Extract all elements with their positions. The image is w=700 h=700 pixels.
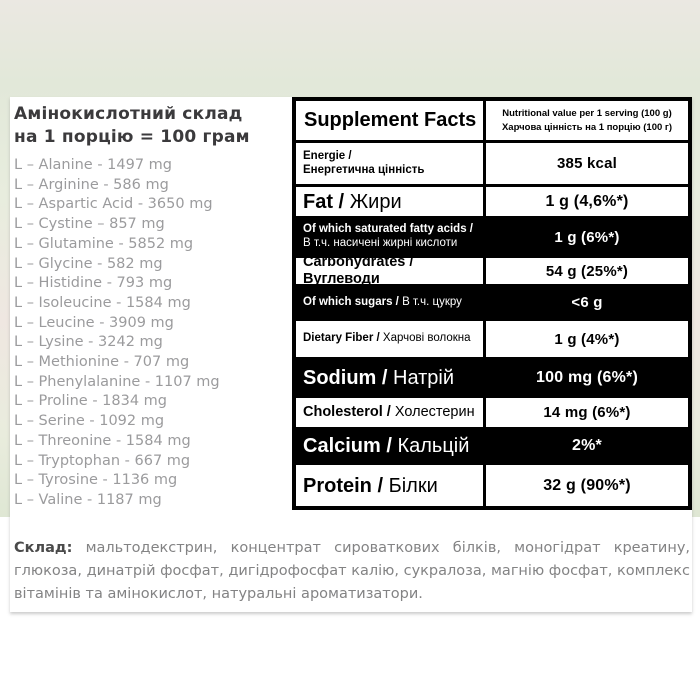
facts-row-label: Carbohydrates / Вуглеводи — [296, 258, 486, 284]
facts-serving-note-uk: Харчова цінність на 1 порцію (100 г) — [501, 121, 673, 133]
facts-row-value: 1 g (4,6%*) — [545, 192, 629, 210]
facts-row-value: 32 g (90%*) — [543, 476, 631, 494]
facts-row-label: Calcium / Кальцій — [296, 430, 486, 462]
amino-acid-item: L – Cystine – 857 mg — [14, 216, 165, 233]
amino-acid-item: L – Leucine - 3909 mg — [14, 314, 174, 331]
amino-acid-item: L – Phenylalanine - 1107 mg — [14, 373, 220, 390]
amino-acid-item: L – Tyrosine - 1136 mg — [14, 472, 178, 489]
composition-label: Склад: — [14, 540, 73, 556]
amino-title-line2: на 1 порцію = 100 грам — [14, 127, 250, 147]
amino-acid-item: L – Isoleucine - 1584 mg — [14, 294, 191, 311]
amino-acid-list — [14, 156, 290, 511]
facts-row-label: Cholesterol / Холестерин — [296, 398, 486, 427]
facts-row — [296, 219, 688, 255]
facts-row — [296, 360, 688, 395]
amino-acid-item: L – Histidine - 793 mg — [14, 275, 173, 292]
supplement-facts-table — [292, 97, 692, 510]
facts-row-value: 54 g (25%*) — [545, 262, 629, 280]
facts-row — [296, 143, 688, 184]
amino-acid-item: L – Arginine - 586 mg — [14, 176, 169, 193]
amino-title-line1: Амінокислотний склад — [14, 104, 243, 124]
amino-acid-item: L – Alanine - 1497 mg — [14, 157, 172, 173]
facts-row-label: Dietary Fiber / Харчові волокна — [296, 321, 486, 357]
facts-row — [296, 287, 688, 318]
facts-row-value: 1 g (4%*) — [554, 330, 620, 348]
facts-serving-note — [486, 101, 688, 140]
facts-serving-note-en: Nutritional value per 1 serving (100 g) — [502, 107, 672, 119]
facts-row-value: <6 g — [571, 294, 603, 311]
composition-body: мальтодекстрин, концентрат сироваткових білків, моногідрат креатину, глюкоза, динатрій фосфат, дигідрофосфат калію, сукралоза, магнію фосфат, комплекс вітамінів та амінокислот, натуральні ароматизатори. — [14, 540, 691, 602]
facts-row — [296, 253, 688, 287]
amino-acid-panel — [14, 103, 290, 511]
facts-row-value: 100 mg (6%*) — [536, 368, 638, 386]
amino-acid-item: L – Methionine - 707 mg — [14, 354, 190, 371]
facts-row-label: Sodium / Натрій — [296, 360, 486, 395]
amino-acid-item: L – Aspartic Acid - 3650 mg — [14, 196, 213, 213]
facts-row — [296, 465, 688, 506]
amino-acid-item: L – Tryptophan - 667 mg — [14, 452, 191, 469]
facts-row — [296, 430, 688, 462]
amino-acid-item: L – Glutamine - 5852 mg — [14, 235, 194, 252]
facts-row-label: Fat / Жири — [296, 187, 486, 216]
facts-row-value: 14 mg (6%*) — [543, 404, 631, 421]
amino-acid-item: L – Proline - 1834 mg — [14, 393, 168, 410]
facts-row-value: 1 g (6%*) — [554, 228, 620, 246]
facts-title: Supplement Facts — [296, 101, 486, 140]
facts-row-value: 2%* — [572, 437, 602, 454]
facts-row-label: Of which sugars / В т.ч. цукру — [296, 287, 486, 318]
facts-row-label: Energie / Енергетична цінність — [296, 143, 486, 184]
facts-row — [296, 187, 688, 216]
facts-row — [296, 321, 688, 357]
amino-acid-item: L – Valine - 1187 mg — [14, 491, 162, 508]
facts-row-label: Of which saturated fatty acids / В т.ч. насичені жирні кислоти — [296, 219, 486, 255]
facts-row-label: Protein / Білки — [296, 465, 486, 506]
facts-row — [296, 398, 688, 427]
facts-header-row — [296, 101, 688, 140]
amino-acid-item: L – Serine - 1092 mg — [14, 413, 165, 430]
amino-acid-item: L – Lysine - 3242 mg — [14, 334, 163, 351]
amino-acid-item: L – Glycine - 582 mg — [14, 255, 163, 272]
composition-text — [14, 537, 690, 606]
facts-row-value: 385 kcal — [557, 155, 617, 172]
amino-acid-item: L – Threonine - 1584 mg — [14, 432, 191, 449]
amino-title — [14, 103, 290, 149]
